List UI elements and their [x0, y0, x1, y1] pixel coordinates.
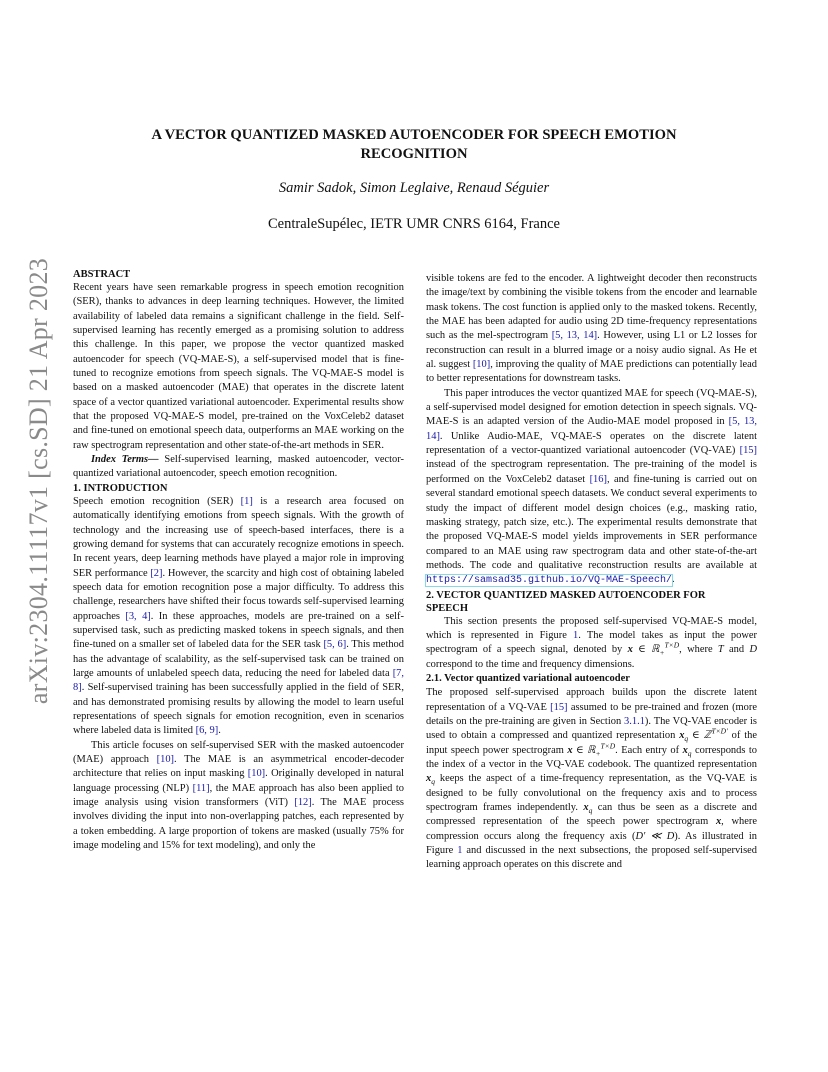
section-2-heading	[426, 589, 757, 615]
math-D: D	[749, 644, 757, 656]
math-D-prime-ll-D: D′ ≪ D	[635, 830, 675, 842]
text-span: . The MAE is an asymmetrical encoder-decoder architecture that relies on input masking	[73, 754, 404, 780]
citation[interactable]: [11]	[192, 782, 210, 794]
abstract-heading: ABSTRACT	[73, 269, 131, 280]
index-terms-text: Self-supervised learning, masked autoencoder, vector-quantized variational autoencoder, speech emotion recognition.	[73, 454, 405, 480]
text-span: . However, the scarcity and high cost of obtaining labeled speech data for emotion recognition pose a major difficulty. To address this challenge, researchers have shifted their focus towards self-supervised learning approaches	[73, 567, 404, 622]
citation-15[interactable]: [15]	[550, 701, 568, 713]
text-span: and	[723, 644, 750, 656]
text-span: This article focuses on self-supervised SER with the masked autoencoder (MAE) approach	[73, 739, 404, 765]
math-x-in-R: x ∈ ℝ$_+^{T\times D}$	[627, 640, 680, 658]
section-3-1-1-ref[interactable]: 3.1.1	[624, 715, 645, 727]
math-xq: $x_q$	[682, 744, 692, 758]
math-xq: $x_q$	[583, 802, 593, 816]
math-x-in-R: x ∈ ℝ$_+^{T\times D}$	[567, 741, 616, 758]
text-span: keeps the aspect of a time-frequency representation, as the VQ-VAE is designed to be fully convolutional on the frequency axis and to process spectrogram frames independently.	[426, 773, 757, 814]
text-span: of the input speech power spectrogram	[426, 730, 757, 756]
citation[interactable]: [3, 4]	[125, 610, 151, 622]
intro-paragraph-3	[426, 387, 757, 589]
text-span: corresponds to the index of a vector in the VQ-VAE codebook. The quantized representation	[426, 744, 757, 770]
text-span: . In these approaches, models are pre-trained on a self-supervised task, such as predicting masked tokens in speech signals, and then fine-tuned on a smaller set of labeled data for the SER task	[73, 610, 405, 651]
subsection-2-1-heading: 2.1. Vector quantized variational autoencoder	[426, 672, 630, 684]
intro-paragraph-3-text	[426, 388, 757, 571]
citation[interactable]: [6, 9]	[195, 725, 219, 737]
text-span: . This method has the advantage of scalability, as the self-supervised task can be trained on large amounts of unlabeled speech data, reducing the need for labeled data	[73, 639, 404, 679]
intro-paragraph-continued	[426, 272, 757, 387]
text-span: ). As illustrated in Figure	[426, 830, 758, 857]
citation[interactable]: [10]	[247, 768, 266, 780]
intro-heading: 1. INTRODUCTION	[73, 482, 168, 494]
affiliation: CentraleSupélec, IETR UMR CNRS 6164, France	[268, 216, 560, 232]
text-span: . The model takes as input the power spectrogram of a speech signal, denoted by	[426, 629, 757, 656]
text-span: can thus be seen as a discrete and compressed representation of the speech power spectrogram	[426, 802, 757, 828]
citation[interactable]: [1]	[240, 495, 253, 507]
text-span: This section presents the proposed self-supervised VQ-MAE-S model, which is represented in Figure	[426, 615, 757, 641]
citation[interactable]: [5, 13, 14]	[426, 416, 757, 442]
url-period: .	[672, 574, 675, 586]
citation[interactable]: [16]	[589, 473, 607, 485]
text-span: ). The VQ-VAE encoder is used to obtain a compressed and quantized representation	[426, 715, 757, 742]
arxiv-sidebar	[14, 257, 64, 705]
citation[interactable]: [5, 13, 14]	[551, 330, 598, 342]
text-span: . Originally developed in natural language processing (NLP)	[73, 768, 404, 794]
text-span: , where	[679, 644, 718, 656]
citation[interactable]: [7, 8]	[73, 667, 404, 694]
arxiv-identifier: arXiv:2304.11117v1 [cs.SD] 21 Apr 2023	[24, 257, 54, 705]
index-terms-label: Index Terms—	[91, 454, 159, 466]
abstract-text: Recent years have seen remarkable progress in speech emotion recognition (SER), thanks to advances in deep learning techniques. However, the limited availability of labeled data remains a significant challenge in the field. Self-supervised learning has recently emerged as a promising solution to address this challenge. In this paper, we propose the vector quantized masked autoencoder for speech (VQ-MAE-S), a self-supervised model that is fine-tuned to recognize emotions from speech signals. The VQ-MAE-S model is based on a masked autoencoder (MAE) that operates in the discrete latent space of a vector quantized variational autoencoder. Experimental results show that the proposed VQ-MAE-S model, pre-trained on the VoxCeleb2 dataset and fine-tuned on emotional speech data, outperforms an MAE working on the raw spectrogram representation and other state-of-the-art methods in SER.	[73, 282, 404, 451]
figure-1-ref[interactable]: 1	[457, 845, 463, 857]
text-span: . However, using L1 or L2 losses for reconstruction can result in a blurred image or a noisy audio signal. As He et al. suggest	[426, 330, 758, 371]
text-span: correspond to the time and frequency dimensions.	[426, 658, 635, 670]
citation[interactable]: [15]	[739, 445, 757, 457]
text-span: is a research area focused on automatically identifying emotions from speech signals. With the growth of technology and the increasing use of speech-based interfaces, there is a growing demand for systems that can accurately recognize emotions in speech. In recent years, deep learning methods have played a major role in improving SER performance	[73, 495, 404, 579]
text-span: .	[218, 725, 221, 737]
citation[interactable]: [10]	[156, 754, 175, 765]
authors: Samir Sadok, Simon Leglaive, Renaud Séguier	[278, 180, 550, 196]
left-column	[73, 268, 404, 853]
section-2-heading-line-1: 2. VECTOR QUANTIZED MASKED AUTOENCODER FOR	[426, 589, 706, 601]
citation[interactable]: [2]	[150, 567, 163, 579]
text-span: . Self-supervised training has been successfully applied in the field of SER, and has demonstrated promising results by allowing the model to learn useful representations of speech signals for emotion recognition, even in scenarios where labeled data is limited	[73, 682, 404, 737]
math-T: T	[717, 644, 724, 656]
citation[interactable]: [10]	[472, 359, 491, 371]
text-span: . Unlike Audio-MAE, VQ-MAE-S operates on the discrete latent representation of a vector-quantized variational autoencoder (VQ-VAE)	[426, 430, 757, 457]
text-span: The proposed self-supervised approach builds upon the discrete latent representation of a VQ-VAE	[426, 687, 757, 713]
text-span: Speech emotion recognition (SER)	[73, 495, 241, 507]
text-span: , the MAE approach has also been applied to image analysis using vision transformers (ViT)	[73, 782, 405, 809]
paper-title	[100, 126, 728, 163]
text-span: , improving the quality of MAE predictions can potentially lead to better representations for downstream tasks.	[426, 359, 757, 385]
text-span: This paper introduces the vector quantized MAE for speech (VQ-MAE-S), a self-supervised model designed for emotion detection in speech signals. VQ-MAE-S is an adapted version of the Audio-MAE model proposed in	[426, 387, 757, 428]
figure-1-ref[interactable]: 1	[573, 629, 579, 641]
right-column	[426, 272, 757, 873]
math-xq-in-Z: $x_q$ ∈ ℤ$^{T\times D'}$	[679, 726, 728, 744]
math-x: x	[715, 816, 722, 828]
title-line-2: RECOGNITION	[360, 145, 468, 162]
text-span: , where compression occurs along the frequency axis (	[426, 816, 757, 842]
citation[interactable]: [5, 6]	[323, 639, 347, 651]
text-span: . The MAE process involves dividing the input into non-overlapping patches, each represented by a token embedding. A large proportion of tokens are masked (usually 75% for image modeling and 15% for text modeling), and only the	[73, 797, 404, 852]
index-terms	[73, 453, 404, 482]
text-span: visible tokens are fed to the encoder. A lightweight decoder then reconstructs the image/text by combining the visible tokens from the encoder and learnable mask tokens. The cost function is applied only to the masked tokens. Recently, the MAE has been adapted for audio using 2D time-frequency representations such as the mel-spectrogram	[426, 273, 757, 342]
section-2-heading-line-2: SPEECH	[426, 602, 469, 614]
text-span: and discussed in the next subsections, the proposed self-supervised learning approach operates on this discrete and	[426, 845, 757, 871]
math-xq: $x_q$	[426, 773, 435, 787]
subsection-2-1-paragraph	[426, 686, 757, 872]
text-span: assumed to be pre-trained and frozen (more details on the pre-training are given in Section	[426, 701, 758, 727]
text-span: , and fine-tuning is carried out on several standard emotional speech datasets. We conduct several experiments to study the impact of different model design choices (e.g., masking ratio, masking strategy, patch size, etc.). The experimental results demonstrate that the proposed VQ-MAE-S model yields improvements in SER performance compared to an MAE using raw spectrogram data and other state-of-the-art methods. The code and qualitative reconstruction results are available at	[426, 473, 758, 571]
citation[interactable]: [12]	[294, 797, 312, 809]
code-url-link[interactable]: https://samsad35.github.io/VQ-MAE-Speech/	[426, 575, 673, 587]
title-line-1: A VECTOR QUANTIZED MASKED AUTOENCODER FOR SPEECH EMOTION	[151, 127, 677, 143]
section-2-paragraph	[426, 615, 757, 672]
intro-paragraph-1	[73, 495, 404, 739]
text-span: . Each entry of	[615, 744, 683, 756]
intro-paragraph-2	[73, 739, 404, 854]
text-span: instead of the spectrogram representation. The pre-training of the model is performed on the VoxCeleb2 dataset	[426, 459, 757, 485]
